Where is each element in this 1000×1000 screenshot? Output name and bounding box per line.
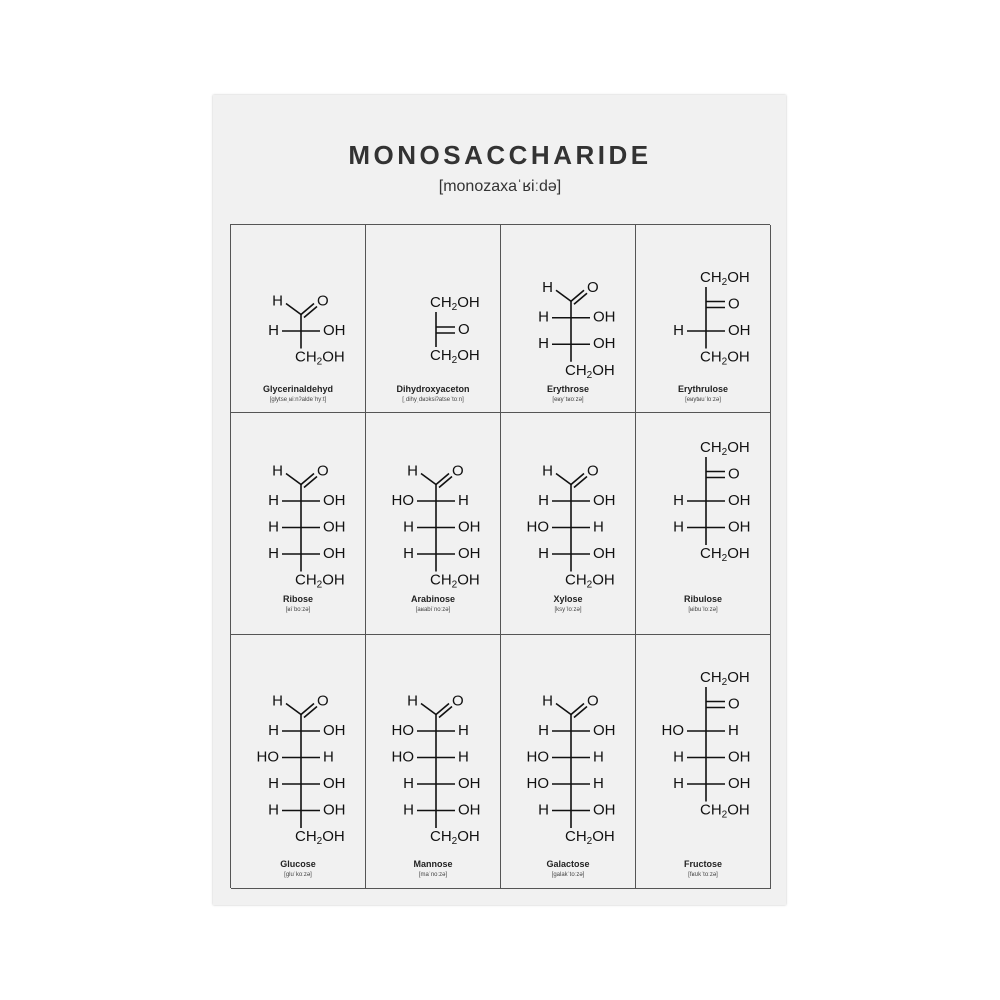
ketone-oxygen-label: O — [728, 465, 740, 483]
molecule-name: Galactose — [546, 859, 590, 869]
hydrogen-label: H — [673, 748, 684, 766]
aldehyde-oxygen-label: O — [317, 692, 329, 710]
aldehyde-co-bond — [301, 704, 314, 715]
ch2oh-oh: OH — [457, 293, 480, 311]
page-subtitle-pronunciation: [monozaxaˈʁiːdə] — [438, 178, 562, 195]
terminal-ch2oh-label — [700, 348, 750, 367]
molecule-name: Glucose — [280, 859, 316, 869]
aldehyde-co-double-bond — [439, 707, 452, 718]
fischer-projection — [231, 635, 366, 889]
hydroxyl-label: OH — [593, 308, 616, 326]
page-title: MONOSACCHARIDE — [348, 140, 652, 170]
molecule-name: Xylose — [553, 594, 583, 604]
ch2oh-subscript: 2 — [721, 809, 728, 821]
molecule-cell-glucose — [231, 635, 366, 889]
aldehyde-ch-bond — [421, 474, 436, 485]
hydrogen-label: H — [403, 801, 414, 819]
aldehyde-hydrogen-label: H — [407, 692, 418, 710]
hydrogen-label: H — [593, 748, 604, 766]
hydrogen-label: H — [593, 774, 604, 792]
molecule-name: Erythrose — [546, 384, 590, 394]
aldehyde-hydrogen-label: H — [542, 692, 553, 710]
hydrogen-label: H — [268, 321, 279, 339]
ch2oh-c-h: CH — [700, 668, 722, 686]
aldehyde-oxygen-label: O — [587, 279, 599, 297]
hydrogen-label: H — [538, 544, 549, 562]
molecule-cell-arabinose — [366, 413, 501, 635]
aldehyde-co-bond — [571, 474, 584, 485]
ch2oh-oh: OH — [457, 571, 480, 589]
aldehyde-ch-bond — [421, 704, 436, 715]
ch2oh-oh: OH — [592, 571, 615, 589]
hydrogen-label: H — [323, 748, 334, 766]
hydroxyl-label: OH — [728, 491, 751, 509]
hydroxyl-label: OH — [458, 774, 481, 792]
molecule-cell-fructose — [636, 635, 771, 889]
hydroxyl-label: HO — [256, 748, 279, 766]
aldehyde-ch-bond — [556, 290, 571, 301]
ch2oh-subscript: 2 — [721, 356, 728, 368]
hydrogen-label: H — [268, 774, 279, 792]
molecule-pronunciation: [glytseˌʁiːnʔaldeˈhyːt] — [269, 397, 327, 403]
ch2oh-oh: OH — [727, 268, 750, 286]
molecule-cell-erythrulose — [636, 225, 771, 413]
hydroxyl-label: HO — [526, 748, 549, 766]
hydroxyl-label: HO — [391, 748, 414, 766]
hydroxyl-label: OH — [593, 721, 616, 739]
hydroxyl-label: OH — [323, 321, 346, 339]
molecule-pronunciation: [eʁytʁuˈloːzə] — [685, 397, 721, 403]
hydroxyl-label: OH — [593, 801, 616, 819]
hydrogen-label: H — [538, 335, 549, 353]
hydroxyl-label: OH — [458, 518, 481, 536]
hydroxyl-label: HO — [526, 774, 549, 792]
hydrogen-label: H — [593, 518, 604, 536]
terminal-ch2oh-label — [565, 571, 615, 590]
ch2oh-oh: OH — [727, 348, 750, 366]
hydrogen-label: H — [673, 774, 684, 792]
hydroxyl-label: OH — [593, 335, 616, 353]
aldehyde-ch-bond — [286, 704, 301, 715]
hydrogen-label: H — [268, 721, 279, 739]
hydrogen-label: H — [268, 491, 279, 509]
ch2oh-c-h: CH — [430, 293, 452, 311]
fischer-projection — [636, 635, 771, 889]
molecule-pronunciation: [aʁabiˈnoːzə] — [415, 607, 451, 613]
aldehyde-hydrogen-label: H — [272, 692, 283, 710]
ch2oh-oh: OH — [322, 571, 345, 589]
hydrogen-label: H — [673, 491, 684, 509]
terminal-ch2oh-label — [295, 348, 345, 367]
hydroxyl-label: OH — [458, 544, 481, 562]
terminal-ch2oh-label — [430, 828, 480, 847]
hydrogen-label: H — [268, 544, 279, 562]
molecule-cell-xylose — [501, 413, 636, 635]
fischer-projection — [366, 635, 501, 889]
hydrogen-label: H — [403, 544, 414, 562]
aldehyde-ch-bond — [556, 474, 571, 485]
terminal-ch2oh-label — [700, 669, 750, 688]
hydrogen-label: H — [268, 801, 279, 819]
ch2oh-subscript: 2 — [721, 676, 728, 688]
ch2oh-c-h: CH — [295, 827, 317, 845]
aldehyde-oxygen-label: O — [587, 462, 599, 480]
molecule-name: Fructose — [683, 859, 722, 869]
aldehyde-hydrogen-label: H — [407, 462, 418, 480]
aldehyde-hydrogen-label: H — [272, 292, 283, 310]
aldehyde-co-bond — [571, 704, 584, 715]
ch2oh-c-h: CH — [700, 268, 722, 286]
aldehyde-ch-bond — [556, 704, 571, 715]
hydroxyl-label: OH — [323, 801, 346, 819]
hydroxyl-label: OH — [728, 748, 751, 766]
fischer-projection — [501, 635, 636, 889]
hydrogen-label: H — [458, 721, 469, 739]
ch2oh-c-h: CH — [700, 348, 722, 366]
ch2oh-subscript: 2 — [451, 835, 458, 847]
ch2oh-subscript: 2 — [316, 356, 323, 368]
terminal-ch2oh-label — [430, 571, 480, 590]
molecule-cell-glycerinaldehyd — [231, 225, 366, 413]
molecule-cell-ribulose — [636, 413, 771, 635]
ch2oh-subscript: 2 — [586, 579, 593, 591]
terminal-ch2oh-label — [430, 347, 480, 366]
aldehyde-oxygen-label: O — [587, 692, 599, 710]
hydroxyl-label: OH — [323, 544, 346, 562]
aldehyde-ch-bond — [286, 304, 301, 315]
ch2oh-subscript: 2 — [586, 369, 593, 381]
ch2oh-subscript: 2 — [451, 579, 458, 591]
hydroxyl-label: OH — [323, 491, 346, 509]
hydroxyl-label: OH — [323, 721, 346, 739]
molecule-name: Ribose — [282, 594, 313, 604]
ch2oh-oh: OH — [322, 348, 345, 366]
hydrogen-label: H — [538, 308, 549, 326]
ch2oh-oh: OH — [592, 361, 615, 379]
molecule-name: Erythrulose — [677, 384, 728, 394]
aldehyde-co-bond — [436, 474, 449, 485]
molecule-grid — [230, 224, 770, 888]
molecule-pronunciation: [ˌdihyˌdʁɔksiʔatseˈtoːn] — [402, 397, 464, 403]
hydrogen-label: H — [538, 721, 549, 739]
molecule-cell-dihydroxyaceton — [366, 225, 501, 413]
ch2oh-subscript: 2 — [316, 835, 323, 847]
hydroxyl-label: OH — [728, 321, 751, 339]
aldehyde-co-double-bond — [574, 477, 587, 488]
molecule-pronunciation: [ksyˈloːzə] — [554, 607, 582, 613]
ch2oh-c-h: CH — [565, 827, 587, 845]
molecule-name: Dihydroxyaceton — [396, 384, 470, 394]
aldehyde-oxygen-label: O — [452, 462, 464, 480]
ch2oh-oh: OH — [727, 801, 750, 819]
terminal-ch2oh-label — [430, 294, 480, 313]
ch2oh-oh: OH — [727, 438, 750, 456]
aldehyde-co-bond — [301, 474, 314, 485]
molecule-name: Arabinose — [410, 594, 455, 604]
hydrogen-label: H — [673, 321, 684, 339]
terminal-ch2oh-label — [700, 801, 750, 820]
aldehyde-hydrogen-label: H — [542, 462, 553, 480]
molecule-name: Mannose — [413, 859, 453, 869]
aldehyde-co-bond — [571, 290, 584, 301]
aldehyde-ch-bond — [286, 474, 301, 485]
hydrogen-label: H — [268, 518, 279, 536]
hydroxyl-label: HO — [526, 518, 549, 536]
ketone-oxygen-label: O — [728, 695, 740, 713]
aldehyde-co-bond — [436, 704, 449, 715]
aldehyde-co-double-bond — [574, 293, 587, 304]
molecule-cell-erythrose — [501, 225, 636, 413]
ch2oh-oh: OH — [592, 827, 615, 845]
ch2oh-c-h: CH — [430, 571, 452, 589]
molecule-name: Ribulose — [683, 594, 722, 604]
hydroxyl-label: OH — [323, 518, 346, 536]
molecule-pronunciation: [gluˈkoːzə] — [284, 872, 312, 878]
hydroxyl-label: HO — [391, 491, 414, 509]
aldehyde-co-double-bond — [439, 477, 452, 488]
hydroxyl-label: HO — [661, 721, 684, 739]
hydrogen-label: H — [458, 491, 469, 509]
aldehyde-co-double-bond — [574, 707, 587, 718]
ch2oh-subscript: 2 — [586, 835, 593, 847]
hydrogen-label: H — [538, 491, 549, 509]
ch2oh-oh: OH — [457, 346, 480, 364]
ch2oh-subscript: 2 — [721, 276, 728, 288]
hydrogen-label: H — [458, 748, 469, 766]
terminal-ch2oh-label — [295, 571, 345, 590]
terminal-ch2oh-label — [295, 828, 345, 847]
aldehyde-oxygen-label: O — [317, 462, 329, 480]
ketone-oxygen-label: O — [728, 295, 740, 313]
ch2oh-c-h: CH — [430, 346, 452, 364]
terminal-ch2oh-label — [565, 828, 615, 847]
terminal-ch2oh-label — [700, 269, 750, 288]
molecule-pronunciation: [galakˈtoːzə] — [551, 872, 585, 878]
ch2oh-oh: OH — [457, 827, 480, 845]
aldehyde-oxygen-label: O — [317, 292, 329, 310]
molecule-cell-mannose — [366, 635, 501, 889]
hydroxyl-label: OH — [593, 544, 616, 562]
molecule-pronunciation: [ʁibuˈloːzə] — [688, 607, 718, 613]
hydrogen-label: H — [728, 721, 739, 739]
ch2oh-subscript: 2 — [316, 579, 323, 591]
aldehyde-hydrogen-label: H — [542, 279, 553, 297]
molecule-pronunciation: [ʁiˈboːzə] — [285, 607, 311, 613]
molecule-cell-ribose — [231, 413, 366, 635]
ch2oh-c-h: CH — [700, 438, 722, 456]
molecule-cell-galactose — [501, 635, 636, 889]
hydroxyl-label: OH — [323, 774, 346, 792]
ch2oh-oh: OH — [727, 544, 750, 562]
terminal-ch2oh-label — [565, 362, 615, 381]
ch2oh-oh: OH — [727, 668, 750, 686]
ch2oh-c-h: CH — [430, 827, 452, 845]
ch2oh-c-h: CH — [295, 571, 317, 589]
hydrogen-label: H — [403, 518, 414, 536]
aldehyde-co-bond — [301, 304, 314, 315]
molecule-pronunciation: [eʁyˈtʁoːzə] — [552, 397, 584, 403]
ch2oh-c-h: CH — [700, 544, 722, 562]
hydrogen-label: H — [403, 774, 414, 792]
hydroxyl-label: OH — [458, 801, 481, 819]
ch2oh-subscript: 2 — [721, 446, 728, 458]
ch2oh-c-h: CH — [295, 348, 317, 366]
hydroxyl-label: OH — [728, 774, 751, 792]
aldehyde-hydrogen-label: H — [272, 462, 283, 480]
terminal-ch2oh-label — [700, 545, 750, 564]
ch2oh-oh: OH — [322, 827, 345, 845]
hydroxyl-label: HO — [391, 721, 414, 739]
ch2oh-subscript: 2 — [721, 552, 728, 564]
ch2oh-c-h: CH — [565, 571, 587, 589]
aldehyde-co-double-bond — [304, 307, 317, 318]
molecule-pronunciation: [fʁʊkˈtoːzə] — [688, 872, 718, 878]
hydrogen-label: H — [538, 801, 549, 819]
ch2oh-c-h: CH — [700, 801, 722, 819]
ketone-oxygen-label: O — [458, 320, 470, 338]
hydroxyl-label: OH — [593, 491, 616, 509]
terminal-ch2oh-label — [700, 439, 750, 458]
aldehyde-co-double-bond — [304, 707, 317, 718]
ch2oh-c-h: CH — [565, 361, 587, 379]
molecule-pronunciation: [maˈnoːzə] — [418, 872, 448, 878]
aldehyde-oxygen-label: O — [452, 692, 464, 710]
hydrogen-label: H — [673, 518, 684, 536]
ch2oh-subscript: 2 — [451, 301, 458, 313]
ch2oh-subscript: 2 — [451, 354, 458, 366]
aldehyde-co-double-bond — [304, 477, 317, 488]
molecule-name: Glycerinaldehyd — [262, 384, 334, 394]
hydroxyl-label: OH — [728, 518, 751, 536]
